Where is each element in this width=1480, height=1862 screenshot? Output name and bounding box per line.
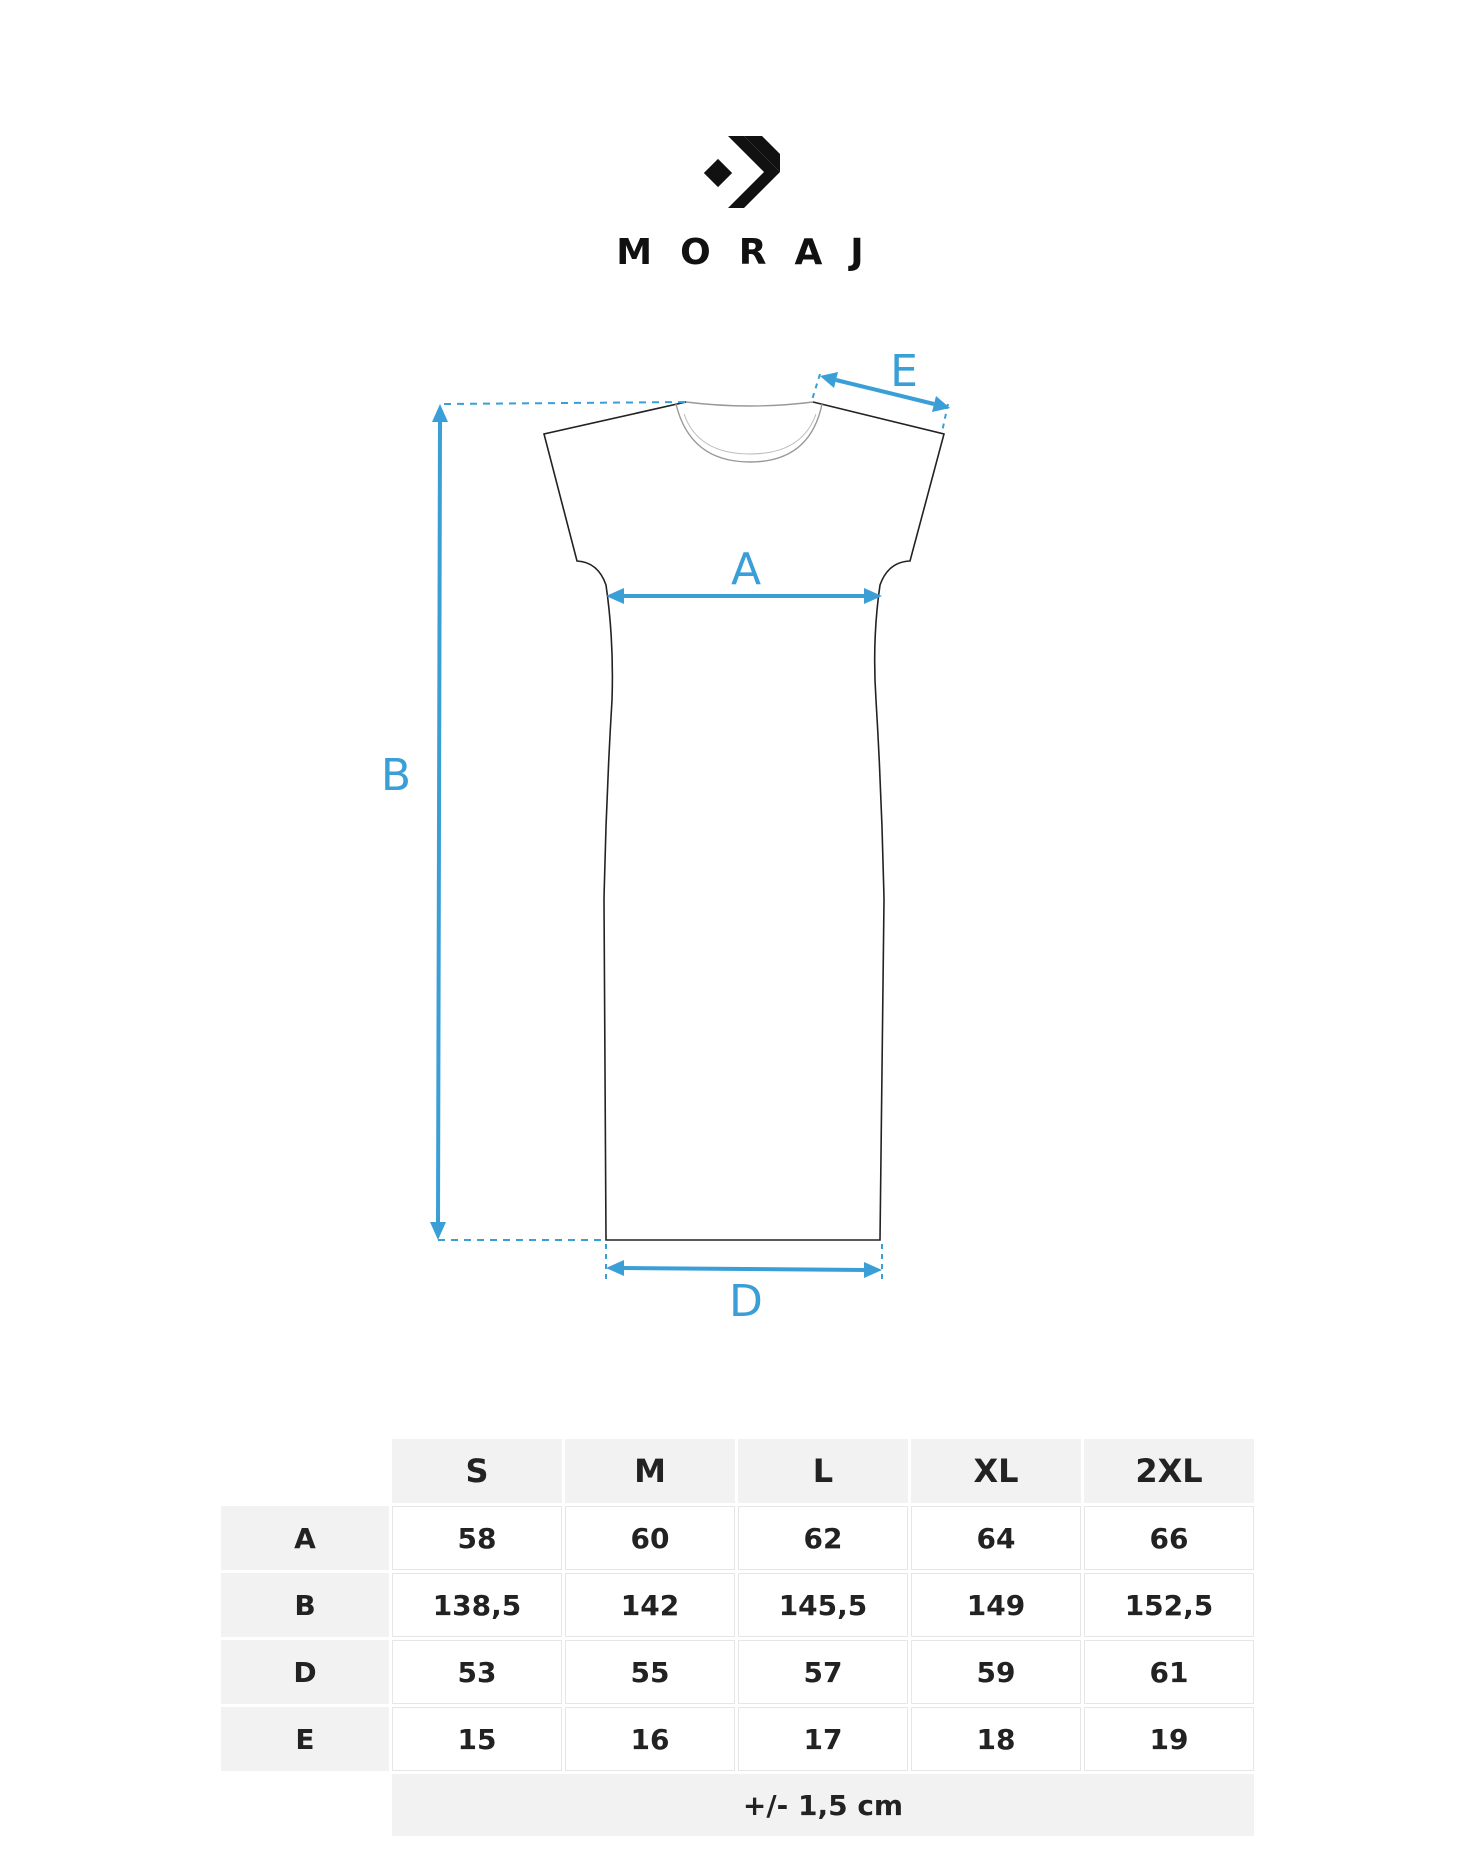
table-cell: 59: [911, 1640, 1081, 1704]
label-a: A: [730, 544, 762, 595]
table-cell: 62: [738, 1506, 908, 1570]
table-cell: 55: [565, 1640, 735, 1704]
table-cell: 16: [565, 1707, 735, 1771]
table-row: [221, 1707, 1254, 1771]
brand-name: MORAJ: [616, 232, 892, 273]
size-header: XL: [911, 1439, 1081, 1503]
table-cell: 57: [738, 1640, 908, 1704]
measurement-d: [606, 1244, 882, 1280]
table-cell: 53: [392, 1640, 562, 1704]
table-cell: 60: [565, 1506, 735, 1570]
table-cell: 149: [911, 1573, 1081, 1637]
table-cell: 66: [1084, 1506, 1254, 1570]
row-label: B: [221, 1573, 389, 1637]
size-header: L: [738, 1439, 908, 1503]
table-cell: 19: [1084, 1707, 1254, 1771]
size-header: 2XL: [1084, 1439, 1254, 1503]
neckline-inner: [676, 404, 822, 462]
row-label: E: [221, 1707, 389, 1771]
table-row: [221, 1640, 1254, 1704]
table-row: [221, 1573, 1254, 1637]
table-cell: 58: [392, 1506, 562, 1570]
table-cell: 17: [738, 1707, 908, 1771]
table-row: [221, 1506, 1254, 1570]
table-cell: 15: [392, 1707, 562, 1771]
table-cell: 145,5: [738, 1573, 908, 1637]
row-label: D: [221, 1640, 389, 1704]
row-label: A: [221, 1506, 389, 1570]
dress-outline: [544, 402, 944, 1240]
tolerance-note: +/- 1,5 cm: [392, 1774, 1254, 1836]
table-header-row: [221, 1439, 1254, 1503]
size-chart-table: [218, 1436, 1257, 1839]
table-cell: 142: [565, 1573, 735, 1637]
label-d: D: [729, 1276, 763, 1327]
size-header: S: [392, 1439, 562, 1503]
size-header: M: [565, 1439, 735, 1503]
table-cell: 18: [911, 1707, 1081, 1771]
measurement-e: [812, 372, 950, 432]
tolerance-row: [221, 1774, 1254, 1836]
table-corner: [221, 1774, 389, 1836]
table-corner: [221, 1439, 389, 1503]
table-cell: 152,5: [1084, 1573, 1254, 1637]
neckline: [686, 402, 813, 406]
table-cell: 138,5: [392, 1573, 562, 1637]
table-cell: 61: [1084, 1640, 1254, 1704]
table-cell: 64: [911, 1506, 1081, 1570]
label-b: B: [380, 750, 412, 801]
measurement-b: [430, 402, 686, 1240]
label-e: E: [890, 346, 918, 397]
